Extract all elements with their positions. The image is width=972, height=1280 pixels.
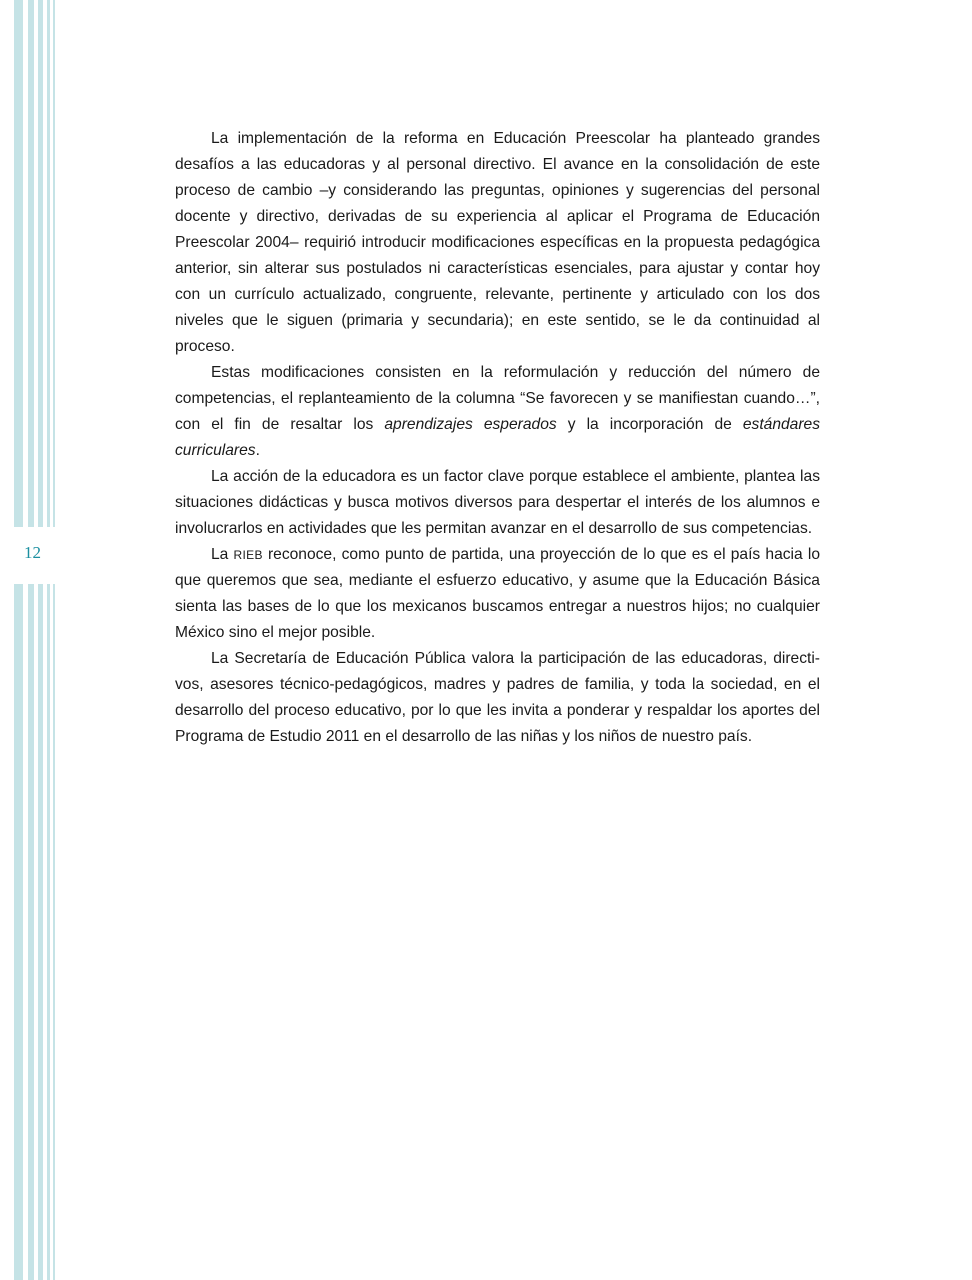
page-number: 12 — [24, 543, 41, 562]
paragraph-2-text: . — [255, 442, 260, 459]
paragraph-1: La implementación de la reforma en Educación Preescolar ha planteado grandes desafíos a las educadoras y al personal directivo. El avance en la consolidación de este proceso de cambio –y considerando las preguntas, opiniones y sugerencias del personal docente y directivo, derivadas de su experiencia al aplicar el Programa de Educación Preescolar 2004– requirió introducir modificaciones específicas en la propuesta pedagógica anterior, sin alterar sus postulados ni características esenciales, para ajustar y contar hoy con un currículo actualizado, congruente, relevante, pertinente y articulado con los dos niveles que le siguen (primaria y secundaria); en este sentido, se le da continuidad al proceso. — [175, 130, 820, 355]
paragraph-4 — [175, 542, 820, 646]
body-text — [175, 126, 820, 750]
margin-stripe — [28, 0, 34, 527]
margin-stripes-top — [0, 0, 60, 527]
margin-stripe — [14, 584, 23, 1280]
paragraph-2-text: Estas modificaciones consisten en la reformulación y reducción del número de competencias, el replanteamiento de la columna “Se favorecen y se manifiestan cuando…”, con el fin de resaltar los — [175, 364, 820, 433]
margin-stripe — [47, 584, 50, 1280]
margin-stripe — [38, 0, 43, 527]
margin-stripe — [53, 0, 55, 527]
margin-stripe — [47, 0, 50, 527]
paragraph-3: La acción de la educadora es un factor clave porque establece el ambiente, plantea las situaciones didácticas y busca motivos diversos para despertar el interés de los alumnos e involucrarlos en actividades que les permitan avanzar en el desarrollo de sus competencias. — [175, 468, 820, 537]
margin-stripe — [53, 584, 55, 1280]
paragraph-5: La Secretaría de Educación Pública valora la participación de las educadoras, directivos, asesores técnico-pedagógicos, madres y padres de familia, y toda la sociedad, en el desarrollo del proceso educativo, por lo que les invita a ponderar y respaldar los aportes del Programa de Estudio 2011 en el desarrollo de las niñas y los niños de nuestro país. — [175, 650, 820, 745]
paragraph-2 — [175, 360, 820, 464]
margin-stripes-bottom — [0, 584, 60, 1280]
paragraph-4-text: reconoce, como punto de partida, una proyección de lo que es el país hacia lo que queremos que sea, mediante el esfuerzo educativo, y asume que la Educación Básica sienta las bases de lo que los mexicanos buscamos entregar a nuestros hijos; no cualquier México sino el mejor posible. — [175, 546, 821, 641]
margin-stripe — [38, 584, 43, 1280]
abbreviation-rieb: RIEB — [233, 548, 263, 562]
paragraph-4-text: La — [211, 546, 234, 563]
italic-term: aprendizajes esperados — [384, 416, 557, 433]
margin-stripe — [28, 584, 34, 1280]
italic-term: estándares curriculares — [175, 416, 820, 459]
paragraph-2-text: y la incorporación de — [556, 416, 743, 433]
margin-stripe — [14, 0, 23, 527]
